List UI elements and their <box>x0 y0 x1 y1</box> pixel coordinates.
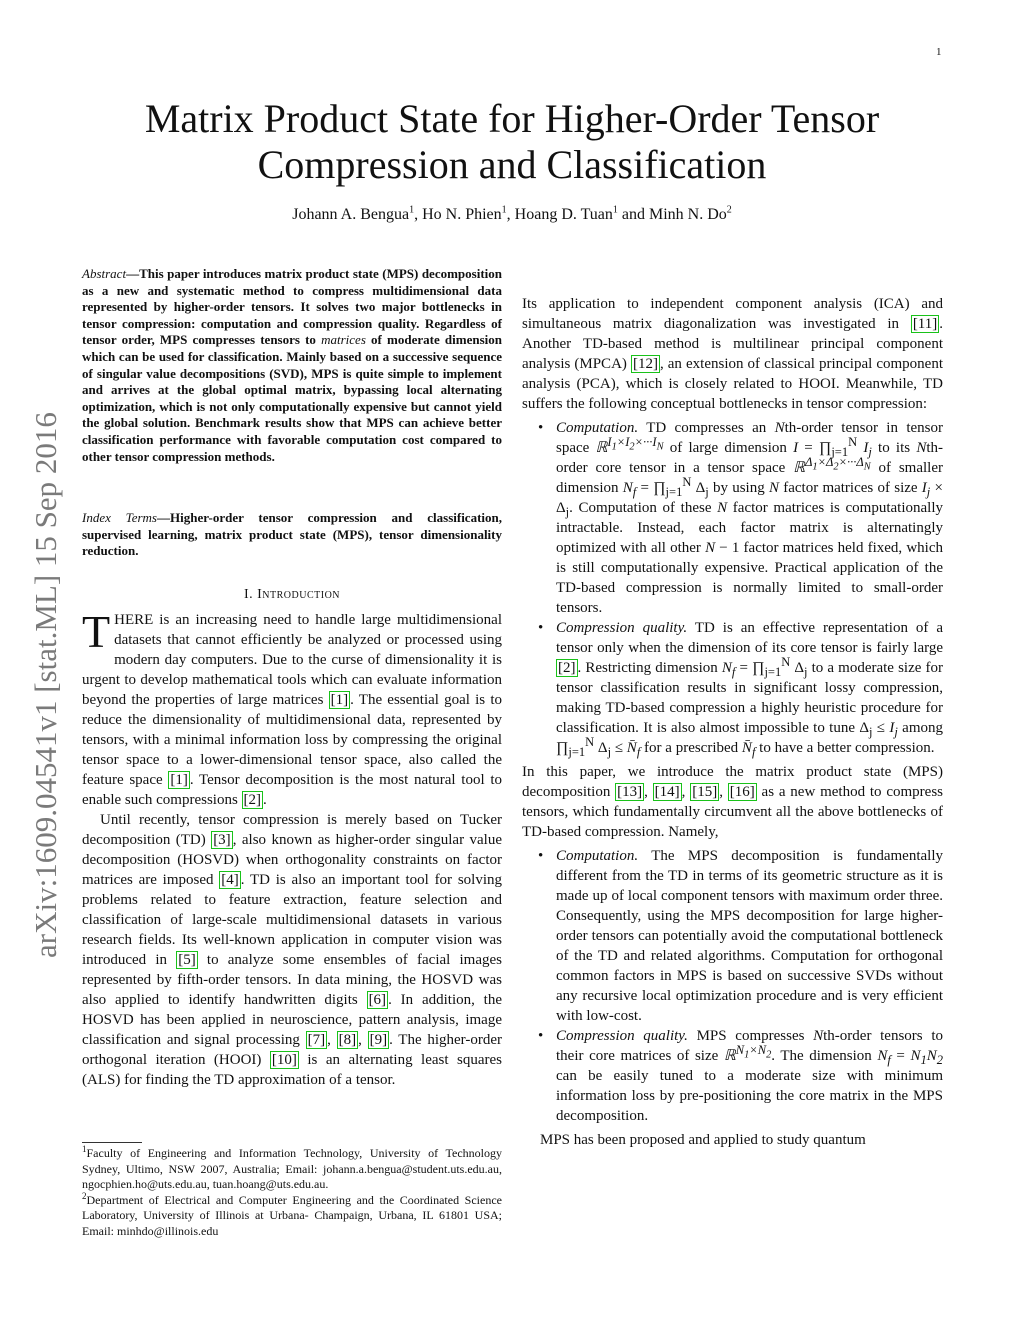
citation-link[interactable]: [3] <box>213 832 231 848</box>
paragraph: MPS has been proposed and applied to study quantum <box>540 1132 866 1148</box>
list-item: • Computation. TD compresses an Nth-order tensor in tensor space ℝ$^{I_1\times I_2\times\cdot\cdot\cdot I_N}$ of large dimension $I = \prod_{j=1}^N$ $I_j$ to its Nth-order core tensor in a tensor space ℝ$^{\Delta_1\times\Delta_2\times\cdot\cdot\cdot\Delta_N}$ of smaller dimension $N_f$ = $\prod_{j=1}^N$ $\Delta_j$ by using N factor matrices of size $I_j \times \Delta_j$. Computation of these N factor matrices is computationally intractable. Instead, each factor matrix is alternatingly optimized with all other N − 1 factor matrices held fixed, which is still computationally expensive. Practical application of the TD-based compression is normally limited to small-order tensors. <box>538 420 944 616</box>
bullet-icon: • <box>538 848 544 864</box>
citation-link[interactable]: [11] <box>912 316 938 332</box>
abstract: Abstract—This paper introduces matrix product state (MPS) decomposition as a new and systematic method to compress multidimensional data represented by higher-order tensors. It solves two major bottlenecks in tensor compression: computation and compression quality. Regardless of tensor order, MPS compresses tensors to matrices of moderate dimension which can be used for classification. Mainly based on a successive sequence of singular value decompositions (SVD), MPS is quite simple to implement and arrives at the global optimal matrix, bypassing local alternating optimization, which is not only computationally expensive but cannot yield the global solution. Benchmark results show that MPS can achieve better classification performance with favorable computation cost compared to other tensor compression methods. <box>82 266 502 464</box>
bottleneck-list <box>522 418 943 758</box>
index-terms: Index Terms—Higher-order tensor compression and classification, supervised learning, matrix product state (MPS), tensor dimensionality reduction. <box>82 510 503 559</box>
author-list <box>80 206 944 224</box>
citation-link[interactable]: [16] <box>729 784 755 800</box>
list-item: • Computation. The MPS decomposition is fundamentally different from the TD in terms of its geometric structure as it is made up of local component tensors with maximum order three. Consequently, using the MPS decomposition for large higher-order tensors can potentially avoid the computational bottleneck of the TD and related algorithms. Computation for orthogonal common factors in MPS is based on successive SVDs without any recursive local optimization procedure and is very efficient with low-cost. <box>538 848 943 1024</box>
paragraph: In this paper, we introduce the matrix product state (MPS) decomposition [13] , [14] , [15] , [16] as a new method to compress tensors, which fundamentally circumvent all the above bottlenecks of TD-based compression. Namely, <box>522 764 943 840</box>
list-item: • Compression quality. MPS compresses Nth-order tensors to their core matrices of size ℝ$^{N_1\times N_2}$. The dimension $N_f = N_1N_2$ can be easily tuned to a moderate size with minimum information loss by pre-positioning the core matrix in the MPS decomposition. <box>538 1028 944 1124</box>
author: Minh N. Do$^2$ <box>649 204 732 223</box>
citation-link[interactable]: [10] <box>271 1052 297 1068</box>
author: Ho N. Phien$^1$, <box>422 204 515 223</box>
intro-paragraph: THERE is an increasing need to handle large multidimensional datasets that cannot efficiently be analyzed or processed using modern day computers. Due to the curse of dimensionality it is urgent to develop mathematical tools which can evaluate information beyond the properties of large matrices [1] . The essential goal is to reduce the dimensionality of multidimensional data, represented by tensors, with a minimal information loss by compressing the original tensor space to a lower-dimensional tensor space, also called the feature space [1] . Tensor decomposition is the most natural tool to enable such compressions [2] . <box>82 606 502 808</box>
citation-link[interactable]: [6] <box>368 992 387 1008</box>
citation-link[interactable]: [4] <box>221 872 239 888</box>
abstract-label: Abstract <box>82 266 127 281</box>
list-item: • Compression quality. TD is an effective representation of a tensor only when the dimension of its core tensor is fairly large [2] . Restricting dimension $N_f$ = $\prod_{j=1}^N$ $\Delta_j$ to a moderate size for tensor classification results in significant lossy compression, making TD-based compression a highly heuristic procedure for classification. It is also almost impossible to tune $\Delta_j \le I_j$ among $\prod_{j=1}^N$ $\Delta_j$ ≤ $N̄_f$ for a prescribed $N̄_f$ to have a better compression. <box>538 620 943 759</box>
introduction-body <box>82 606 503 1090</box>
index-terms-label: Index Terms <box>82 510 157 525</box>
bullet-icon: • <box>538 620 544 636</box>
right-column-body <box>522 294 943 1150</box>
footnote-rule <box>82 1142 142 1143</box>
citation-link[interactable]: [13] <box>617 784 643 800</box>
section-heading: I. Introduction <box>243 587 341 602</box>
citation-link[interactable]: [15] <box>692 784 718 800</box>
citation-link[interactable]: [1] <box>330 692 349 708</box>
author: Johann A. Bengua$^1$, <box>292 204 423 223</box>
arxiv-watermark: arXiv:1609.04541v1 [stat.ML] 15 Sep 2016 <box>28 412 63 958</box>
citation-link[interactable]: [5] <box>178 952 196 968</box>
citation-link[interactable]: [7] <box>307 1032 326 1048</box>
drop-cap: T <box>82 606 111 657</box>
bullet-icon: • <box>538 1028 544 1044</box>
citation-link[interactable]: [9] <box>369 1032 388 1048</box>
intro-paragraph: Until recently, tensor compression is merely based on Tucker decomposition (TD) [3] , also known as higher-order singular value decomposition (HOSVD) when orthogonality constraints on factor matrices are imposed [4] . TD is also an important tool for solving problems related to feature extraction, feature selection and classification of large-scale multidimensional datasets in various research fields. Its well-known application in computer vision was introduced in [5] to analyze some ensembles of facial images represented by fifth-order tensors. In data mining, the HOSVD was also applied to identify handwritten digits [6] . In addition, the HOSVD has been applied in neuroscience, pattern analysis, image classification and signal processing [7] , [8] , [9] . The higher-order orthogonal iteration (HOOI) [10] is an alternating least squares (ALS) for finding the TD approximation of a tensor. <box>82 812 503 1088</box>
citation-link[interactable]: [12] <box>632 356 658 372</box>
footnotes <box>82 1146 502 1239</box>
paragraph: Its application to independent component analysis (ICA) and simultaneous matrix diagonalization was investigated in [11] . Another TD-based method is multilinear principal component analysis (MPCA) [12] , an extension of classical principal component analysis (PCA), which is closely related to HOOI. Meanwhile, TD suffers the following conceptual bottlenecks in tensor compression: <box>522 296 943 412</box>
page-number: 1 <box>936 46 942 58</box>
footnote: $^1$Faculty of Engineering and Information Technology, University of Technology Sydney, Ultimo, NSW 2007, Australia; Email: johann.a.bengua@student.uts.edu.au, ngocphien.ho@uts.edu.au, tuan.hoang@uts.edu.au. <box>82 1144 502 1191</box>
advantage-list <box>522 846 943 1126</box>
paper-title: Matrix Product State for Higher-Order Tensor Compression and Classification <box>144 96 880 187</box>
citation-link[interactable]: [1] <box>170 772 188 788</box>
citation-link[interactable]: [14] <box>654 784 680 800</box>
citation-link[interactable]: [2] <box>243 792 262 808</box>
footnote: $^2$Department of Electrical and Computer Engineering and the Coordinated Science Laboratory, University of Illinois at Urbana- Champaign, Urbana, IL 61801 USA; Email: minhdo@illinois.edu <box>82 1190 502 1238</box>
bullet-icon: • <box>538 420 544 436</box>
author: Hoang D. Tuan$^1$ and <box>514 204 649 223</box>
citation-link[interactable]: [8] <box>338 1032 357 1048</box>
citation-link[interactable]: [2] <box>558 660 576 676</box>
